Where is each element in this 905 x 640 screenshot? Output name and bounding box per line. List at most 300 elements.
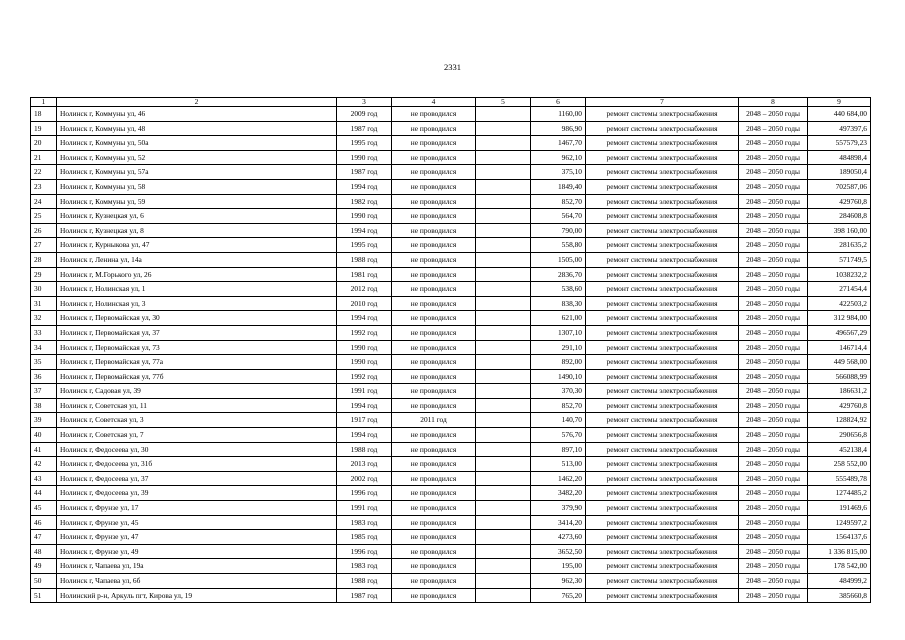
address-cell: Нолинск г, Первомайская ул, 30: [57, 311, 337, 326]
cost-cell: 178 542,00: [808, 559, 871, 574]
work-type-cell: ремонт системы электроснабжения: [586, 194, 739, 209]
table-row: [31, 252, 871, 267]
empty-cell: [476, 574, 531, 589]
cost-cell: 452138,4: [808, 442, 871, 457]
column-number-1: 1: [31, 98, 57, 107]
last-repair-cell: не проводился: [392, 267, 476, 282]
build-year-cell: 1987 год: [337, 165, 392, 180]
cost-cell: 146714,4: [808, 340, 871, 355]
work-type-cell: ремонт системы электроснабжения: [586, 209, 739, 224]
row-number-cell: 41: [31, 442, 57, 457]
table-body: [31, 107, 871, 603]
table-row: [31, 340, 871, 355]
period-cell: 2048 – 2050 годы: [739, 530, 808, 545]
period-cell: 2048 – 2050 годы: [739, 223, 808, 238]
row-number-cell: 49: [31, 559, 57, 574]
table-row: [31, 530, 871, 545]
address-cell: Нолинск г, Коммуны ул, 50а: [57, 136, 337, 151]
work-type-cell: ремонт системы электроснабжения: [586, 501, 739, 516]
last-repair-cell: не проводился: [392, 384, 476, 399]
period-cell: 2048 – 2050 годы: [739, 267, 808, 282]
area-cell: 1467,70: [531, 136, 586, 151]
build-year-cell: 1990 год: [337, 355, 392, 370]
empty-cell: [476, 238, 531, 253]
build-year-cell: 1995 год: [337, 136, 392, 151]
address-cell: Нолинск г, Федосеева ул, 39: [57, 486, 337, 501]
last-repair-cell: не проводился: [392, 136, 476, 151]
period-cell: 2048 – 2050 годы: [739, 165, 808, 180]
address-cell: Нолинск г, Федосеева ул, 30: [57, 442, 337, 457]
area-cell: 538,60: [531, 282, 586, 297]
build-year-cell: 1988 год: [337, 442, 392, 457]
empty-cell: [476, 121, 531, 136]
column-number-2: 2: [57, 98, 337, 107]
last-repair-cell: не проводился: [392, 150, 476, 165]
last-repair-cell: не проводился: [392, 311, 476, 326]
build-year-cell: 1985 год: [337, 530, 392, 545]
period-cell: 2048 – 2050 годы: [739, 515, 808, 530]
row-number-cell: 50: [31, 574, 57, 589]
build-year-cell: 1996 год: [337, 486, 392, 501]
work-type-cell: ремонт системы электроснабжения: [586, 515, 739, 530]
cost-cell: 429760,8: [808, 398, 871, 413]
cost-cell: 449 568,00: [808, 355, 871, 370]
build-year-cell: 1994 год: [337, 428, 392, 443]
table-row: [31, 384, 871, 399]
last-repair-cell: не проводился: [392, 369, 476, 384]
column-number-7: 7: [586, 98, 739, 107]
area-cell: 765,20: [531, 588, 586, 603]
work-type-cell: ремонт системы электроснабжения: [586, 355, 739, 370]
row-number-cell: 46: [31, 515, 57, 530]
area-cell: 564,70: [531, 209, 586, 224]
build-year-cell: 1988 год: [337, 574, 392, 589]
work-type-cell: ремонт системы электроснабжения: [586, 413, 739, 428]
period-cell: 2048 – 2050 годы: [739, 559, 808, 574]
row-number-cell: 19: [31, 121, 57, 136]
address-cell: Нолинск г, М.Горького ул, 26: [57, 267, 337, 282]
row-number-cell: 32: [31, 311, 57, 326]
last-repair-cell: не проводился: [392, 442, 476, 457]
cost-cell: 1274485,2: [808, 486, 871, 501]
housing-repair-table: [30, 97, 871, 603]
build-year-cell: 1991 год: [337, 384, 392, 399]
table-row: [31, 107, 871, 122]
period-cell: 2048 – 2050 годы: [739, 398, 808, 413]
build-year-cell: 2009 год: [337, 107, 392, 122]
address-cell: Нолинск г, Коммуны ул, 52: [57, 150, 337, 165]
work-type-cell: ремонт системы электроснабжения: [586, 121, 739, 136]
last-repair-cell: не проводился: [392, 223, 476, 238]
period-cell: 2048 – 2050 годы: [739, 282, 808, 297]
work-type-cell: ремонт системы электроснабжения: [586, 150, 739, 165]
area-cell: 986,90: [531, 121, 586, 136]
address-cell: Нолинск г, Коммуны ул, 59: [57, 194, 337, 209]
work-type-cell: ремонт системы электроснабжения: [586, 223, 739, 238]
empty-cell: [476, 223, 531, 238]
cost-cell: 284608,8: [808, 209, 871, 224]
table-row: [31, 238, 871, 253]
period-cell: 2048 – 2050 годы: [739, 574, 808, 589]
empty-cell: [476, 457, 531, 472]
build-year-cell: 2002 год: [337, 471, 392, 486]
empty-cell: [476, 325, 531, 340]
period-cell: 2048 – 2050 годы: [739, 501, 808, 516]
empty-cell: [476, 442, 531, 457]
table-row: [31, 355, 871, 370]
period-cell: 2048 – 2050 годы: [739, 209, 808, 224]
cost-cell: 440 684,00: [808, 107, 871, 122]
build-year-cell: 2010 год: [337, 296, 392, 311]
last-repair-cell: не проводился: [392, 282, 476, 297]
area-cell: 513,00: [531, 457, 586, 472]
area-cell: 621,00: [531, 311, 586, 326]
cost-cell: 429760,8: [808, 194, 871, 209]
build-year-cell: 2012 год: [337, 282, 392, 297]
work-type-cell: ремонт системы электроснабжения: [586, 267, 739, 282]
cost-cell: 702587,06: [808, 179, 871, 194]
period-cell: 2048 – 2050 годы: [739, 369, 808, 384]
build-year-cell: 1988 год: [337, 252, 392, 267]
row-number-cell: 31: [31, 296, 57, 311]
area-cell: 195,00: [531, 559, 586, 574]
address-cell: Нолинск г, Первомайская ул, 77б: [57, 369, 337, 384]
table-row: [31, 136, 871, 151]
table-row: [31, 413, 871, 428]
table-row: [31, 150, 871, 165]
cost-cell: 555489,78: [808, 471, 871, 486]
row-number-cell: 23: [31, 179, 57, 194]
period-cell: 2048 – 2050 годы: [739, 325, 808, 340]
empty-cell: [476, 150, 531, 165]
row-number-cell: 47: [31, 530, 57, 545]
column-number-6: 6: [531, 98, 586, 107]
last-repair-cell: не проводился: [392, 588, 476, 603]
build-year-cell: 1994 год: [337, 398, 392, 413]
row-number-cell: 40: [31, 428, 57, 443]
build-year-cell: 1994 год: [337, 179, 392, 194]
build-year-cell: 1987 год: [337, 121, 392, 136]
build-year-cell: 1987 год: [337, 588, 392, 603]
period-cell: 2048 – 2050 годы: [739, 471, 808, 486]
row-number-cell: 21: [31, 150, 57, 165]
work-type-cell: ремонт системы электроснабжения: [586, 325, 739, 340]
build-year-cell: 1917 год: [337, 413, 392, 428]
empty-cell: [476, 136, 531, 151]
last-repair-cell: не проводился: [392, 574, 476, 589]
area-cell: 370,30: [531, 384, 586, 399]
table-row: [31, 588, 871, 603]
table-row: [31, 457, 871, 472]
work-type-cell: ремонт системы электроснабжения: [586, 544, 739, 559]
work-type-cell: ремонт системы электроснабжения: [586, 340, 739, 355]
empty-cell: [476, 413, 531, 428]
row-number-cell: 33: [31, 325, 57, 340]
area-cell: 892,00: [531, 355, 586, 370]
table-row: [31, 515, 871, 530]
period-cell: 2048 – 2050 годы: [739, 194, 808, 209]
area-cell: 1462,20: [531, 471, 586, 486]
cost-cell: 258 552,00: [808, 457, 871, 472]
period-cell: 2048 – 2050 годы: [739, 442, 808, 457]
work-type-cell: ремонт системы электроснабжения: [586, 398, 739, 413]
work-type-cell: ремонт системы электроснабжения: [586, 457, 739, 472]
build-year-cell: 1996 год: [337, 544, 392, 559]
table-row: [31, 311, 871, 326]
build-year-cell: 2013 год: [337, 457, 392, 472]
row-number-cell: 44: [31, 486, 57, 501]
work-type-cell: ремонт системы электроснабжения: [586, 282, 739, 297]
area-cell: 1849,40: [531, 179, 586, 194]
address-cell: Нолинск г, Ленина ул, 14а: [57, 252, 337, 267]
table-row: [31, 486, 871, 501]
work-type-cell: ремонт системы электроснабжения: [586, 107, 739, 122]
empty-cell: [476, 296, 531, 311]
last-repair-cell: не проводился: [392, 486, 476, 501]
period-cell: 2048 – 2050 годы: [739, 413, 808, 428]
last-repair-cell: не проводился: [392, 107, 476, 122]
work-type-cell: ремонт системы электроснабжения: [586, 486, 739, 501]
table-row: [31, 559, 871, 574]
cost-cell: 290656,8: [808, 428, 871, 443]
work-type-cell: ремонт системы электроснабжения: [586, 442, 739, 457]
build-year-cell: 1983 год: [337, 515, 392, 530]
cost-cell: 312 984,00: [808, 311, 871, 326]
address-cell: Нолинский р-н, Аркуль пгт, Кирова ул, 19: [57, 588, 337, 603]
period-cell: 2048 – 2050 годы: [739, 238, 808, 253]
table-row: [31, 165, 871, 180]
last-repair-cell: не проводился: [392, 515, 476, 530]
area-cell: 838,30: [531, 296, 586, 311]
work-type-cell: ремонт системы электроснабжения: [586, 559, 739, 574]
area-cell: 962,10: [531, 150, 586, 165]
work-type-cell: ремонт системы электроснабжения: [586, 238, 739, 253]
build-year-cell: 1990 год: [337, 209, 392, 224]
empty-cell: [476, 544, 531, 559]
cost-cell: 496567,29: [808, 325, 871, 340]
last-repair-cell: не проводился: [392, 194, 476, 209]
period-cell: 2048 – 2050 годы: [739, 355, 808, 370]
empty-cell: [476, 340, 531, 355]
area-cell: 291,10: [531, 340, 586, 355]
row-number-cell: 39: [31, 413, 57, 428]
address-cell: Нолинск г, Фрунзе ул, 47: [57, 530, 337, 545]
row-number-cell: 35: [31, 355, 57, 370]
cost-cell: 281635,2: [808, 238, 871, 253]
column-number-5: 5: [476, 98, 531, 107]
row-number-cell: 22: [31, 165, 57, 180]
empty-cell: [476, 501, 531, 516]
area-cell: 1505,00: [531, 252, 586, 267]
build-year-cell: 1990 год: [337, 340, 392, 355]
period-cell: 2048 – 2050 годы: [739, 252, 808, 267]
period-cell: 2048 – 2050 годы: [739, 544, 808, 559]
area-cell: 852,70: [531, 194, 586, 209]
cost-cell: 566088,99: [808, 369, 871, 384]
row-number-cell: 45: [31, 501, 57, 516]
empty-cell: [476, 530, 531, 545]
table-row: [31, 282, 871, 297]
empty-cell: [476, 282, 531, 297]
row-number-cell: 25: [31, 209, 57, 224]
table-row: [31, 544, 871, 559]
address-cell: Нолинск г, Коммуны ул, 58: [57, 179, 337, 194]
work-type-cell: ремонт системы электроснабжения: [586, 296, 739, 311]
table-row: [31, 442, 871, 457]
empty-cell: [476, 486, 531, 501]
last-repair-cell: не проводился: [392, 165, 476, 180]
empty-cell: [476, 267, 531, 282]
row-number-cell: 20: [31, 136, 57, 151]
empty-cell: [476, 515, 531, 530]
column-number-row: [31, 98, 871, 107]
last-repair-cell: не проводился: [392, 121, 476, 136]
build-year-cell: 1982 год: [337, 194, 392, 209]
period-cell: 2048 – 2050 годы: [739, 457, 808, 472]
cost-cell: 186631,2: [808, 384, 871, 399]
address-cell: Нолинск г, Чапаева ул, 19а: [57, 559, 337, 574]
cost-cell: 191469,6: [808, 501, 871, 516]
build-year-cell: 1990 год: [337, 150, 392, 165]
cost-cell: 271454,4: [808, 282, 871, 297]
table-row: [31, 501, 871, 516]
area-cell: 1490,10: [531, 369, 586, 384]
page-number: 2331: [444, 62, 461, 72]
address-cell: Нолинск г, Советская ул, 11: [57, 398, 337, 413]
empty-cell: [476, 179, 531, 194]
area-cell: 3652,50: [531, 544, 586, 559]
build-year-cell: 1992 год: [337, 325, 392, 340]
address-cell: Нолинск г, Советская ул, 3: [57, 413, 337, 428]
last-repair-cell: не проводился: [392, 501, 476, 516]
area-cell: 3482,20: [531, 486, 586, 501]
cost-cell: 557579,23: [808, 136, 871, 151]
row-number-cell: 43: [31, 471, 57, 486]
empty-cell: [476, 252, 531, 267]
area-cell: 962,30: [531, 574, 586, 589]
period-cell: 2048 – 2050 годы: [739, 340, 808, 355]
last-repair-cell: не проводился: [392, 355, 476, 370]
period-cell: 2048 – 2050 годы: [739, 311, 808, 326]
row-number-cell: 48: [31, 544, 57, 559]
area-cell: 3414,20: [531, 515, 586, 530]
work-type-cell: ремонт системы электроснабжения: [586, 369, 739, 384]
period-cell: 2048 – 2050 годы: [739, 150, 808, 165]
empty-cell: [476, 428, 531, 443]
empty-cell: [476, 107, 531, 122]
period-cell: 2048 – 2050 годы: [739, 121, 808, 136]
period-cell: 2048 – 2050 годы: [739, 296, 808, 311]
build-year-cell: 1981 год: [337, 267, 392, 282]
last-repair-cell: не проводился: [392, 398, 476, 413]
table-row: [31, 267, 871, 282]
last-repair-cell: не проводился: [392, 179, 476, 194]
area-cell: 140,70: [531, 413, 586, 428]
row-number-cell: 18: [31, 107, 57, 122]
table-row: [31, 194, 871, 209]
empty-cell: [476, 471, 531, 486]
build-year-cell: 1992 год: [337, 369, 392, 384]
cost-cell: 484999,2: [808, 574, 871, 589]
work-type-cell: ремонт системы электроснабжения: [586, 252, 739, 267]
table-row: [31, 428, 871, 443]
work-type-cell: ремонт системы электроснабжения: [586, 588, 739, 603]
table-row: [31, 574, 871, 589]
table-row: [31, 471, 871, 486]
empty-cell: [476, 398, 531, 413]
build-year-cell: 1991 год: [337, 501, 392, 516]
period-cell: 2048 – 2050 годы: [739, 588, 808, 603]
build-year-cell: 1995 год: [337, 238, 392, 253]
build-year-cell: 1983 год: [337, 559, 392, 574]
column-number-4: 4: [392, 98, 476, 107]
work-type-cell: ремонт системы электроснабжения: [586, 574, 739, 589]
row-number-cell: 27: [31, 238, 57, 253]
cost-cell: 398 160,00: [808, 223, 871, 238]
last-repair-cell: не проводился: [392, 530, 476, 545]
cost-cell: 1249597,2: [808, 515, 871, 530]
last-repair-cell: не проводился: [392, 471, 476, 486]
cost-cell: 484898,4: [808, 150, 871, 165]
work-type-cell: ремонт системы электроснабжения: [586, 165, 739, 180]
address-cell: Нолинск г, Первомайская ул, 77а: [57, 355, 337, 370]
empty-cell: [476, 194, 531, 209]
last-repair-cell: не проводился: [392, 209, 476, 224]
table-row: [31, 223, 871, 238]
address-cell: Нолинск г, Садовая ул, 39: [57, 384, 337, 399]
address-cell: Нолинск г, Кузнецкая ул, 6: [57, 209, 337, 224]
last-repair-cell: не проводился: [392, 544, 476, 559]
address-cell: Нолинск г, Коммуны ул, 57а: [57, 165, 337, 180]
empty-cell: [476, 355, 531, 370]
address-cell: Нолинск г, Курныкова ул, 47: [57, 238, 337, 253]
table-row: [31, 325, 871, 340]
period-cell: 2048 – 2050 годы: [739, 428, 808, 443]
table-row: [31, 296, 871, 311]
table-row: [31, 369, 871, 384]
area-cell: 2836,70: [531, 267, 586, 282]
row-number-cell: 38: [31, 398, 57, 413]
address-cell: Нолинск г, Коммуны ул, 48: [57, 121, 337, 136]
work-type-cell: ремонт системы электроснабжения: [586, 530, 739, 545]
area-cell: 1307,10: [531, 325, 586, 340]
address-cell: Нолинск г, Нолинская ул, 1: [57, 282, 337, 297]
last-repair-cell: не проводился: [392, 340, 476, 355]
period-cell: 2048 – 2050 годы: [739, 179, 808, 194]
cost-cell: 497397,6: [808, 121, 871, 136]
row-number-cell: 37: [31, 384, 57, 399]
address-cell: Нолинск г, Фрунзе ул, 45: [57, 515, 337, 530]
empty-cell: [476, 209, 531, 224]
table-row: [31, 398, 871, 413]
area-cell: 4273,60: [531, 530, 586, 545]
area-cell: 790,00: [531, 223, 586, 238]
address-cell: Нолинск г, Чапаева ул, 6б: [57, 574, 337, 589]
column-number-8: 8: [739, 98, 808, 107]
table-row: [31, 209, 871, 224]
area-cell: 375,10: [531, 165, 586, 180]
empty-cell: [476, 588, 531, 603]
work-type-cell: ремонт системы электроснабжения: [586, 428, 739, 443]
area-cell: 558,80: [531, 238, 586, 253]
row-number-cell: 26: [31, 223, 57, 238]
row-number-cell: 51: [31, 588, 57, 603]
empty-cell: [476, 311, 531, 326]
work-type-cell: ремонт системы электроснабжения: [586, 136, 739, 151]
empty-cell: [476, 165, 531, 180]
cost-cell: 1 336 815,00: [808, 544, 871, 559]
row-number-cell: 30: [31, 282, 57, 297]
